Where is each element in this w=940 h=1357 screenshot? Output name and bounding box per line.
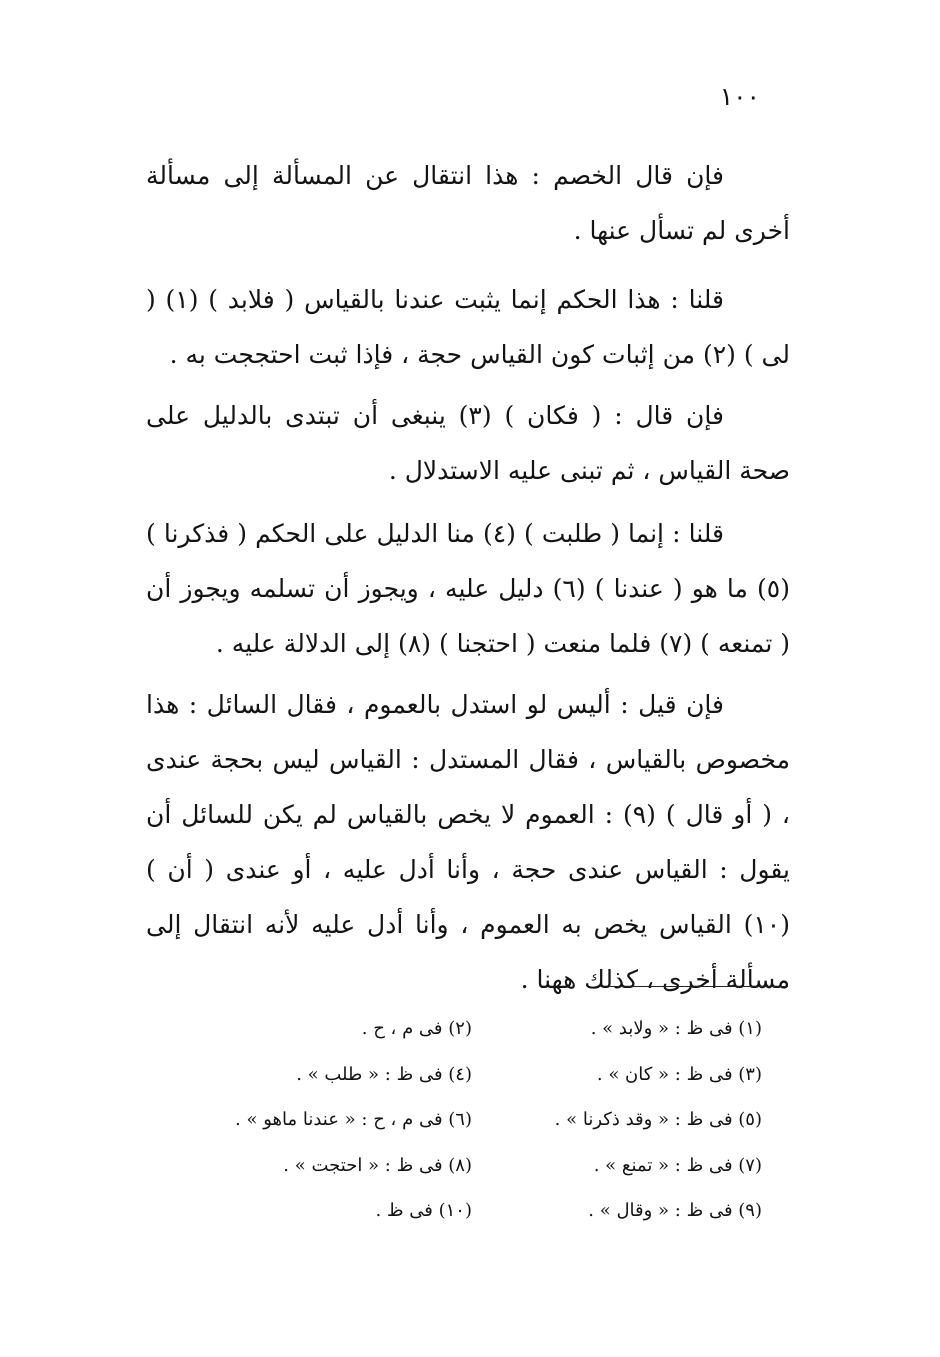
footnote: (٩) فى ظ : « وقال » . [588,1200,762,1221]
paragraph: فإن قال : ( فكان ) (٣) ينبغى أن تبتدى بالدليل على صحة القياس ، ثم تبنى عليه الاستدلال . [146,401,790,485]
footnote: (٥) فى ظ : « وقد ذكرنا » . [554,1109,762,1130]
footnote-row [182,1155,762,1201]
paragraph: فإن قيل : أليس لو استدل بالعموم ، فقال السائل : هذا مخصوص بالقياس ، فقال المستدل : القياس ليس بحجة عندى ، ( أو قال ) (٩) : العموم لا يخص بالقياس لم يكن للسائل أن يقول : القياس عندى حجة ، وأنا أدل عليه ، أو عندى ( أن ) (١٠) القياس يخص به العموم ، وأنا أدل عليه لأنه انتقال إلى مسألة أخرى ، كذلك ههنا . [146,690,790,994]
footnote-row [182,1064,762,1110]
footnote-divider [610,986,788,987]
main-text [146,148,790,1013]
footnote: (١٠) فى ظ . [375,1200,472,1221]
footnotes [182,1018,762,1246]
footnote: (٣) فى ظ : « كان » . [596,1063,762,1085]
page-number: ١٠٠ [719,82,760,111]
footnote: (٦) فى م ، ح : « عندنا ماهو » . [235,1109,472,1130]
footnote: (٧) فى ظ : « تمنع » . [593,1154,762,1176]
footnote-row [182,1018,762,1064]
footnote: (٤) فى ظ : « طلب » . [296,1063,472,1085]
footnote: (٨) فى ظ : « احتجت » . [283,1154,472,1176]
footnote-row [182,1200,762,1246]
footnote: (١) فى ظ : « ولابد » . [590,1018,762,1039]
paragraph: فإن قال الخصم : هذا انتقال عن المسألة إلى مسألة أخرى لم تسأل عنها . [146,161,790,245]
paragraph: قلنا : إنما ( طلبت ) (٤) منا الدليل على الحكم ( فذكرنا ) (٥) ما هو ( عندنا ) (٦) دليل عليه ، ويجوز أن تسلمه ويجوز أن ( تمنعه ) (٧) فلما منعت ( احتجنا ) (٨) إلى الدلالة عليه . [146,519,790,658]
footnote: (٢) فى م ، ح . [361,1018,472,1039]
footnote-row [182,1109,762,1155]
paragraph: قلنا : هذا الحكم إنما يثبت عندنا بالقياس ( فلابد ) (١) ( لى ) (٢) من إثبات كون القياس حجة ، فإذا ثبت احتججت به . [146,285,790,369]
